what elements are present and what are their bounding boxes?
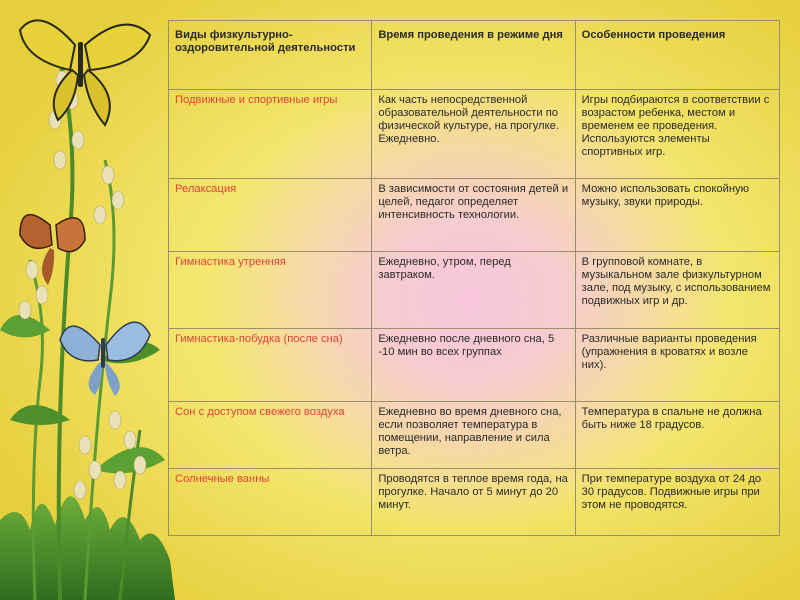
plants-butterflies-illustration — [0, 0, 175, 600]
header-kind: Виды физкультурно-оздоровительной деятельности — [169, 21, 372, 90]
yellow-butterfly-icon — [20, 20, 150, 125]
row-time: Проводятся в теплое время года, на прогулке. Начало от 5 минут до 20 минут. — [372, 469, 575, 536]
row-features: Различные варианты проведения (упражнения в кроватях и возле них). — [575, 329, 779, 402]
row-time: Ежедневно во время дневного сна, если позволяет температура в помещении, направление и сила ветра. — [372, 402, 575, 469]
row-kind: Релаксация — [169, 179, 372, 252]
table-row — [169, 90, 780, 179]
row-time: Ежедневно, утром, перед завтраком. — [372, 252, 575, 329]
row-features: Температура в спальне не должна быть ниже 18 градусов. — [575, 402, 779, 469]
row-time: В зависимости от состояния детей и целей, педагог определяет интенсивность технологии. — [372, 179, 575, 252]
row-kind: Гимнастика-побудка (после сна) — [169, 329, 372, 402]
table-row — [169, 469, 780, 536]
row-kind: Гимнастика утренняя — [169, 252, 372, 329]
table-header-row — [169, 21, 780, 90]
header-time: Время проведения в режиме дня — [372, 21, 575, 90]
row-features: В групповой комнате, в музыкальном зале физкультурном зале, под музыку, с использованием подвижных игр и др. — [575, 252, 779, 329]
row-features: Можно использовать спокойную музыку, звуки природы. — [575, 179, 779, 252]
row-features: Игры подбираются в соответствии с возрастом ребенка, местом и временем ее проведения. Используются элементы спортивных игр. — [575, 90, 779, 179]
header-features: Особенности проведения — [575, 21, 779, 90]
row-time: Как часть непосредственной образовательной деятельности по физической культуре, на прогулке. Ежедневно. — [372, 90, 575, 179]
table-row — [169, 329, 780, 402]
table-row — [169, 179, 780, 252]
activities-table — [168, 20, 780, 536]
row-time: Ежедневно после дневного сна, 5 -10 мин во всех группах — [372, 329, 575, 402]
row-features: При температуре воздуха от 24 до 30 градусов. Подвижные игры при этом не проводятся. — [575, 469, 779, 536]
table-row — [169, 252, 780, 329]
row-kind: Солнечные ванны — [169, 469, 372, 536]
row-kind: Подвижные и спортивные игры — [169, 90, 372, 179]
table-row — [169, 402, 780, 469]
row-kind: Сон с доступом свежего воздуха — [169, 402, 372, 469]
